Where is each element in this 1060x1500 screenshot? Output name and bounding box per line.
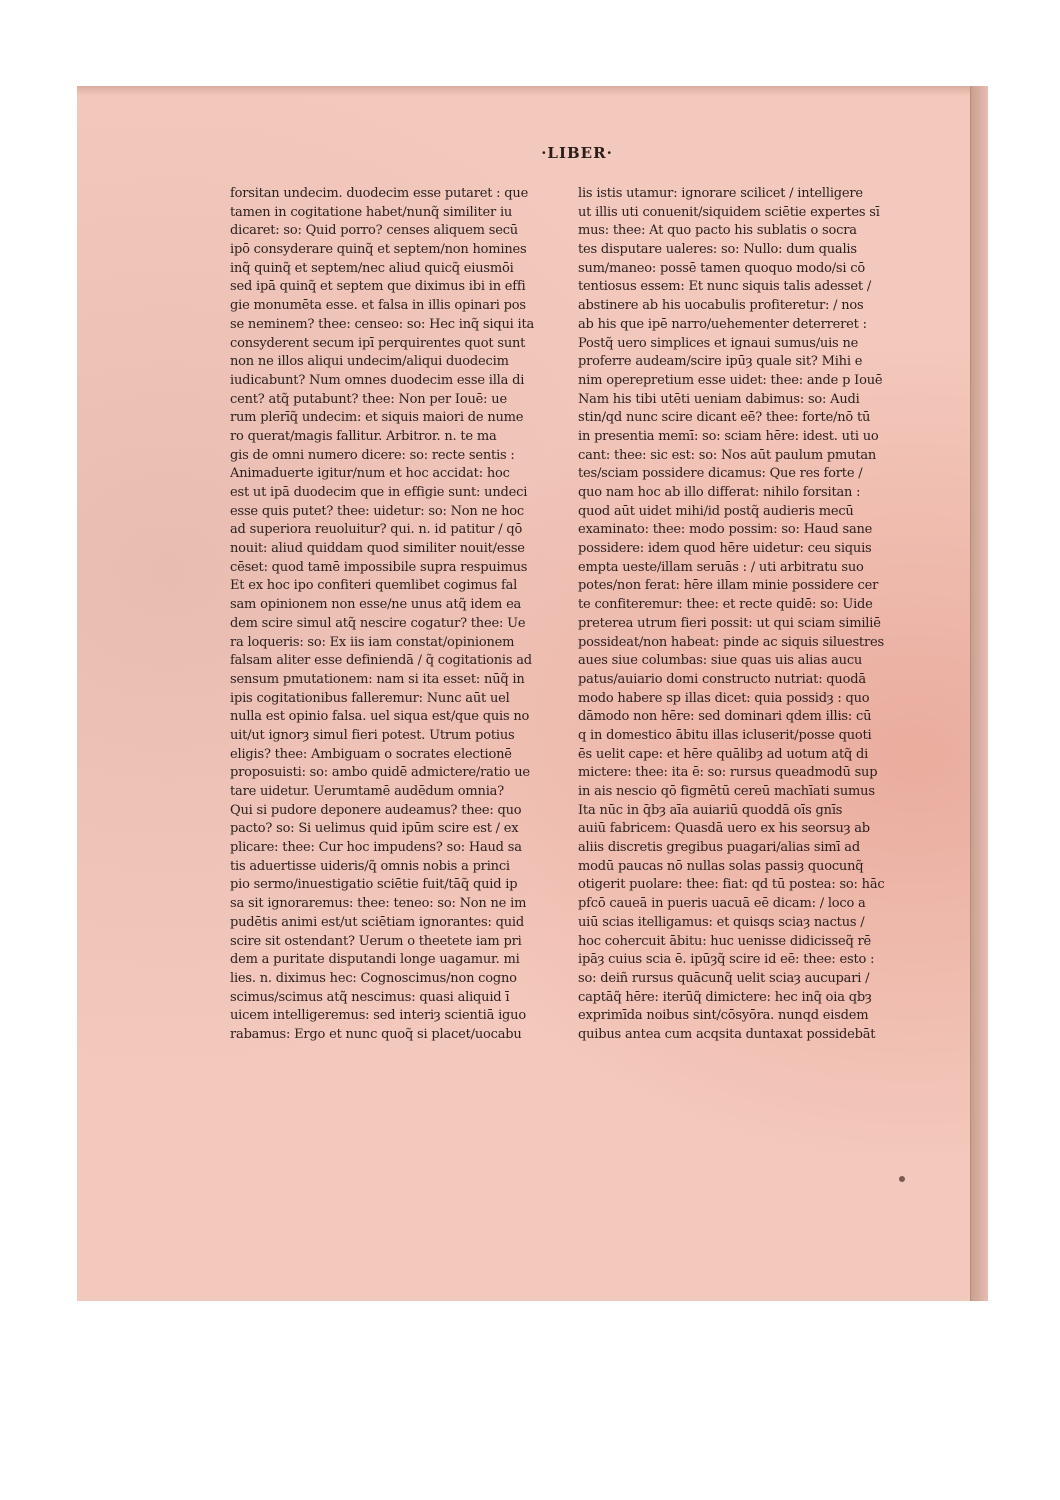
text-line: stin/qd nunc scire dicant eē? thee: forte/nō tū <box>578 410 871 426</box>
text-line: Qui si pudore deponere audeamus? thee: quo <box>230 802 522 818</box>
text-line: modū paucas nō nullas solas passiȝ quocunq̃ <box>578 858 864 874</box>
page-edge <box>970 86 988 1301</box>
text-line: ipis cogitationibus falleremur: Nunc aūt uel <box>230 690 510 706</box>
text-line: gis de omni numero dicere: so: recte sentis : <box>230 447 515 463</box>
text-line: cant: thee: sic est: so: Nos aūt paulum pmutan <box>578 447 877 463</box>
text-line: aues siue columbas: siue quas uis alias aucu <box>578 653 863 669</box>
text-line: rabamus: Ergo et nunc quoq̃ si placet/uocabu <box>230 1026 522 1042</box>
text-line: possidere: idem quod hēre uidetur: ceu siquis <box>578 541 872 557</box>
text-line: rum plerīq̃ undecim: et siquis maiori de nume <box>230 410 524 426</box>
text-line: examinato: thee: modo possim: so: Haud sane <box>578 522 873 538</box>
text-line: potes/non ferat: hēre illam minie possidere cer <box>578 578 879 594</box>
running-head: ·LIBER· <box>541 144 613 162</box>
text-line: uicem intelligeremus: sed interiȝ scientiā iguo <box>230 1008 526 1024</box>
text-line: in presentia memī: so: sciam hēre: idest. uti uo <box>578 428 879 444</box>
text-line: patus/auiario domi constructo nutriat: quodā <box>578 671 866 687</box>
text-line: eligis? thee: Ambiguam o socrates electionē <box>230 746 512 762</box>
text-line: Postq̃ uero simplices et ignaui sumus/uis ne <box>578 335 859 351</box>
text-line: quod aūt uidet mihi/id postq̃ audieris mecū <box>578 503 854 519</box>
text-line: ipāȝ cuius scia ē. ipūȝq̃ scire id eē: thee: esto : <box>578 952 875 968</box>
text-line: hoc cohercuit ābitu: huc uenisse didicisseq̃ rē <box>578 933 872 949</box>
text-line: cent? atq̃ putabunt? thee: Non per Iouē: ue <box>230 391 507 407</box>
text-line: ra loqueris: so: Ex iis iam constat/opinionem <box>230 634 515 650</box>
text-line: auiū fabricem: Quasdā uero ex his seorsuȝ ab <box>578 821 870 837</box>
text-line: preterea utrum fieri possit: ut qui sciam similiē <box>578 615 881 631</box>
text-line: se neminem? thee: censeo: so: Hec inq̃ siqui ita <box>230 316 535 332</box>
text-line: tes disputare ualeres: so: Nullo: dum qualis <box>578 242 857 258</box>
text-line: so: deiñ rursus quācunq̃ uelit sciaȝ aucupari / <box>578 970 870 986</box>
text-line: pio sermo/inuestigatio sciētie fuit/tāq̃ quid ip <box>230 877 518 893</box>
ink-spot <box>899 1176 905 1182</box>
right-text-column <box>578 185 894 1045</box>
text-line: empta ueste/illam seruās : / uti arbitratu suo <box>578 559 864 575</box>
text-line: uiū scias itelligamus: et quisqs sciaȝ nactus / <box>578 914 865 930</box>
text-line: tis aduertisse uideris/q̃ omnis nobis a princi <box>230 858 510 874</box>
text-line: te confiteremur: thee: et recte quidē: so: Uide <box>578 597 873 613</box>
text-line: falsam aliter esse definiendā / q̃ cogitationis ad <box>230 653 532 669</box>
text-line: cēset: quod tamē impossibile supra respuimus <box>230 559 528 575</box>
text-line: dem scire simul atq̃ nescire cogatur? thee: Ue <box>230 615 526 631</box>
text-line: nim operepretium esse uidet: thee: ande p Iouē <box>578 372 883 388</box>
text-line: dem a puritate disputandi longe uagamur. mi <box>230 952 520 968</box>
text-line: inq̃ quinq̃ et septem/nec aliud quicq̃ eiusmōi <box>230 260 514 276</box>
text-line: lies. n. diximus hec: Cognoscimus/non cogno <box>230 970 517 986</box>
scanned-page <box>77 86 987 1301</box>
text-line: modo habere sp illas dicet: quia possidȝ : quo <box>578 690 870 706</box>
text-line: pacto? so: Si uelimus quid ipūm scire est / ex <box>230 821 519 837</box>
text-line: ēs uelit cape: et hēre quālibȝ ad uotum atq̃ di <box>578 746 869 762</box>
text-line: q in domestico ābitu illas icluserit/posse quoti <box>578 727 872 743</box>
text-line: esse quis putet? thee: uidetur: so: Non ne hoc <box>230 503 525 519</box>
text-line: nulla est opinio falsa. uel siqua est/que quis no <box>230 709 530 725</box>
text-line: aliis discretis gregibus puagari/alias simī ad <box>578 840 860 856</box>
text-line: Et ex hoc ipo confiteri quemlibet cogimus fal <box>230 578 518 594</box>
text-line: sam opinionem non esse/ne unus atq̃ idem ea <box>230 597 522 613</box>
scan-top-shadow <box>77 86 987 96</box>
text-line: abstinere ab his uocabulis profiteretur: / nos <box>578 298 864 314</box>
text-line: consyderent secum ipī perquirentes quot sunt <box>230 335 526 351</box>
text-line: forsitan undecim. duodecim esse putaret : que <box>230 186 529 201</box>
text-line: proposuisti: so: ambo quidē admictere/ratio ue <box>230 765 530 781</box>
text-line: tentiosus essem: Et nunc siquis talis adesset / <box>578 279 872 295</box>
text-line: possideat/non habeat: pinde ac siquis siluestres <box>578 634 884 650</box>
text-line: proferre audeam/scire ipūȝ quale sit? Mihi e <box>578 354 863 370</box>
text-line: quibus antea cum acqsita duntaxat possidebāt <box>578 1026 876 1042</box>
text-line: captāq̃ hēre: iterūq̃ dimictere: hec inq̃ oia qbȝ <box>578 989 872 1005</box>
text-line: tare uidetur. Uerumtamē audēdum omnia? <box>230 784 504 799</box>
text-line: Animaduerte igitur/num et hoc accidat: hoc <box>230 466 510 482</box>
text-line: ab his que ipē narro/uehementer deterreret : <box>578 316 867 332</box>
text-line: pudētis animi est/ut sciētiam ignorantes: quid <box>230 914 524 930</box>
text-line: tamen in cogitatione habet/nunq̃ similiter iu <box>230 204 513 220</box>
text-line: sa sit ignoraremus: thee: teneo: so: Non ne im <box>230 896 527 912</box>
text-line: tes/sciam possidere dicamus: Que res forte / <box>578 466 863 482</box>
text-line: Nam his tibi utēti ueniam dabimus: so: Audi <box>578 391 860 407</box>
text-line: otigerit puolare: thee: fiat: qd tū postea: so: hāc <box>578 877 885 893</box>
text-line: est ut ipā duodecim que in effigie sunt: undeci <box>230 485 528 500</box>
text-line: gie monumēta esse. et falsa in illis opinari pos <box>230 298 526 314</box>
text-line: lis istis utamur: ignorare scilicet / intelligere <box>578 186 863 201</box>
text-line: dicaret: so: Quid porro? censes aliquem secū <box>230 223 518 239</box>
text-line: sum/maneo: possē tamen quoquo modo/si cō <box>578 260 865 276</box>
text-line: nouit: aliud quiddam quod similiter nouit/esse <box>230 541 525 557</box>
text-line: ro querat/magis fallitur. Arbitror. n. te ma <box>230 428 497 444</box>
text-line: uit/ut ignorȝ simul fieri potest. Utrum potius <box>230 727 515 743</box>
text-line: iudicabunt? Num omnes duodecim esse illa di <box>230 372 525 388</box>
text-line: mictere: thee: ita ē: so: rursus queadmodū sup <box>578 765 878 781</box>
text-line: Ita nūc in q̄bȝ aīa auiariū quoddā oīs gnīs <box>578 802 843 818</box>
text-line: mus: thee: At quo pacto his sublatis o socra <box>578 223 857 239</box>
text-line: plicare: thee: Cur hoc impudens? so: Haud sa <box>230 840 522 856</box>
text-line: sed ipā quinq̃ et septem que diximus ibi in effi <box>230 279 526 295</box>
text-line: exprimīda noibus sint/cōsyōra. nunqd eisdem <box>578 1008 869 1024</box>
text-line: quo nam hoc ab illo differat: nihilo forsitan : <box>578 485 861 500</box>
text-line: dāmodo non hēre: sed dominari qdem illis: cū <box>578 709 872 725</box>
text-line: in ais nescio qō figmētū cereū machīati sumus <box>578 784 875 799</box>
text-line: scimus/scimus atq̃ nescimus: quasi aliquid ī <box>230 989 510 1005</box>
text-line: ad superiora reuoluitur? qui. n. id patitur / qō <box>230 522 523 538</box>
text-line: ut illis uti conuenit/siquidem sciētie expertes sī <box>578 204 880 220</box>
text-line: pfcō caueā in pueris uacuā eē dicam: / loco a <box>578 896 866 912</box>
text-line: non ne illos aliqui undecim/aliqui duodecim <box>230 354 509 370</box>
text-line: ipō consyderare quinq̃ et septem/non homines <box>230 242 527 258</box>
left-text-column <box>230 185 546 1045</box>
text-line: sensum pmutationem: nam si ita esset: nūq̃ in <box>230 671 525 687</box>
running-head-text: LIBER <box>547 144 607 162</box>
text-line: scire sit ostendant? Uerum o theetete iam pri <box>230 933 522 949</box>
